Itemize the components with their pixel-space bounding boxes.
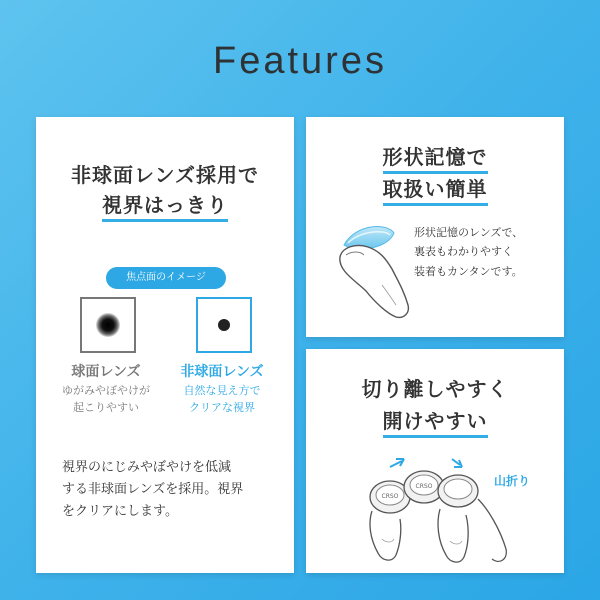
blurred-dot-icon bbox=[96, 313, 120, 337]
feature-card-aspherical bbox=[36, 117, 294, 573]
spherical-lens-name: 球面レンズ bbox=[71, 364, 141, 380]
card-heading bbox=[306, 145, 564, 201]
shape-memory-description bbox=[414, 223, 554, 281]
heading-line2: 視界はっきり bbox=[102, 193, 228, 222]
heading-line2: 開けやすい bbox=[383, 409, 488, 438]
rt-text-line1: 形状記憶のレンズで、 bbox=[414, 226, 524, 239]
card-heading bbox=[306, 377, 564, 433]
aspherical-focus-box bbox=[196, 297, 252, 353]
spherical-desc-line2: 起こりやすい bbox=[73, 400, 139, 414]
blister-label-2: CRSO bbox=[415, 483, 433, 490]
body-line1: 視界のにじみやぼやけを低減 bbox=[62, 460, 232, 475]
page-title: Features bbox=[213, 40, 387, 82]
aspherical-desc-line1: 自然な見え方で bbox=[183, 384, 261, 397]
fold-label: 山折り bbox=[494, 474, 531, 488]
rt-text-line2: 裏表もわかりやすく bbox=[414, 245, 513, 259]
heading-line2: 取扱い簡単 bbox=[383, 177, 488, 206]
heading-line1: 形状記憶で bbox=[383, 145, 488, 174]
blister-label-1: CRSO bbox=[381, 493, 399, 500]
sharp-dot-icon bbox=[218, 319, 230, 331]
card-heading bbox=[36, 163, 294, 217]
spherical-lens-desc bbox=[46, 383, 166, 416]
spherical-desc-line1: ゆがみやぼやけが bbox=[62, 384, 150, 397]
blister-pack-illustration bbox=[360, 449, 530, 569]
heading-line1: 切り離しやすく bbox=[361, 377, 509, 401]
finger-with-lens-illustration bbox=[326, 213, 420, 323]
body-line2: する非球面レンズを採用。視界 bbox=[62, 482, 244, 498]
spherical-focus-box bbox=[80, 297, 136, 353]
aspherical-description bbox=[62, 457, 274, 523]
feature-card-shape-memory bbox=[306, 117, 564, 337]
aspherical-desc-line2: クリアな視界 bbox=[189, 400, 255, 414]
aspherical-lens-desc bbox=[162, 383, 282, 416]
aspherical-lens-name: 非球面レンズ bbox=[180, 364, 264, 380]
focus-image-label: 焦点面のイメージ bbox=[106, 267, 226, 289]
body-line3: をクリアにします。 bbox=[62, 504, 178, 520]
heading-line1: 非球面レンズ採用で bbox=[71, 163, 259, 187]
rt-text-line3: 装着もカンタンです。 bbox=[414, 264, 523, 278]
feature-card-easy-open bbox=[306, 349, 564, 573]
